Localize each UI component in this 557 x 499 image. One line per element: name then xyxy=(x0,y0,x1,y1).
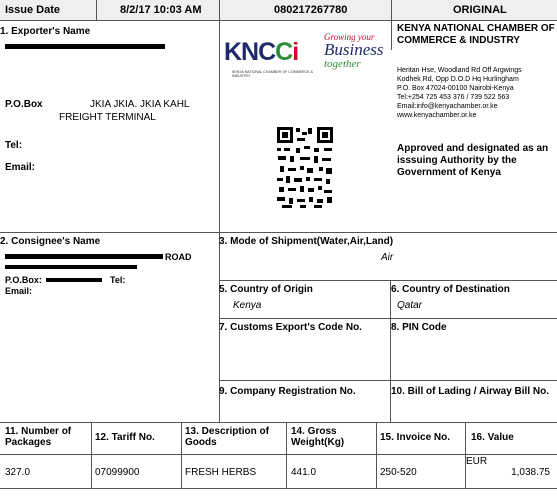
chamber-website: www.kenyachamber.or.ke xyxy=(397,112,477,119)
exporter-pobox-line2: FREIGHT TERMINAL xyxy=(59,112,156,123)
consignee-name-redacted xyxy=(5,254,163,259)
chamber-address-1: Heritan Hse, Woodland Rd Off Argwings xyxy=(397,67,522,74)
exporter-label: 1. Exporter's Name xyxy=(0,26,91,37)
approved-line1: Approved and designated as an xyxy=(397,143,549,154)
cell-weight: 441.0 xyxy=(291,467,317,478)
chamber-address-2: Kodhek Rd, Opp D.O.D Hq Hurlingham xyxy=(397,76,519,83)
chamber-name-line1: KENYA NATIONAL CHAMBER OF xyxy=(397,23,555,34)
cell-tariff: 07099900 xyxy=(95,467,140,478)
cell-value: 1,038.75 xyxy=(511,467,550,478)
issue-date-label: Issue Date xyxy=(5,4,61,16)
certificate-number: 080217267780 xyxy=(274,4,348,16)
customs-code-label: 7. Customs Export's Code No. xyxy=(219,322,362,333)
consignee-pobox-redacted xyxy=(46,278,102,282)
header-description: 13. Description of Goods xyxy=(185,426,269,448)
header-tariff: 12. Tariff No. xyxy=(95,432,155,443)
approved-line2: isssuing Authority by the xyxy=(397,155,517,166)
header-value: 16. Value xyxy=(471,432,514,443)
destination-label: 6. Country of Destination xyxy=(391,284,510,295)
consignee-email-label: Email: xyxy=(5,286,33,296)
chamber-name-line2: COMMERCE & INDUSTRY xyxy=(397,35,520,46)
issue-date-value: 8/2/17 10:03 AM xyxy=(120,4,202,16)
exporter-pobox-line1: JKIA JKIA. JKIA KAHL xyxy=(90,99,190,110)
approved-line3: Government of Kenya xyxy=(397,167,501,178)
consignee-pobox-label: P.O.Box: xyxy=(5,275,42,285)
header-packages: 11. Number of Packages xyxy=(5,426,72,448)
exporter-pobox-label: P.O.Box xyxy=(5,99,43,110)
cell-invoice: 250-520 xyxy=(380,467,417,478)
cell-packages: 327.0 xyxy=(5,467,31,478)
chamber-slogan: Growing your Business together xyxy=(324,32,384,70)
cell-description: FRESH HERBS xyxy=(185,467,257,478)
pin-code-label: 8. PIN Code xyxy=(391,322,447,333)
qr-code xyxy=(274,124,336,210)
shipment-label: 3. Mode of Shipment(Water,Air,Land) xyxy=(219,236,394,247)
exporter-email-label: Email: xyxy=(5,162,36,173)
consignee-tel-label: Tel: xyxy=(110,275,126,285)
exporter-tel-label: Tel: xyxy=(5,140,23,151)
logo-subtitle: KENYA NATIONAL CHAMBER OF COMMERCE & INDUSTRY xyxy=(232,70,314,78)
origin-label: 5. Country of Origin xyxy=(219,284,313,295)
company-registration-label: 9. Company Registration No. xyxy=(219,386,356,397)
bill-of-lading-label: 10. Bill of Lading / Airway Bill No. xyxy=(391,386,549,397)
destination-value: Qatar xyxy=(397,300,423,311)
header-invoice: 15. Invoice No. xyxy=(380,432,451,443)
chamber-logo: KNCCi KENYA NATIONAL CHAMBER OF COMMERCE & INDUSTRY xyxy=(224,38,324,78)
shipment-value: Air xyxy=(381,252,394,263)
consignee-road: ROAD xyxy=(165,252,192,262)
origin-value: Kenya xyxy=(233,300,262,311)
chamber-address-4: Tel:+254 725 453 376 / 739 522 563 xyxy=(397,94,510,101)
consignee-address-redacted xyxy=(5,265,137,269)
header-weight: 14. Gross Weight(Kg) xyxy=(291,426,345,448)
consignee-label: 2. Consignee's Name xyxy=(0,236,101,247)
chamber-email: Email:info@kenyachamber.or.ke xyxy=(397,103,498,110)
copy-type: ORIGINAL xyxy=(453,4,507,16)
cell-currency: EUR xyxy=(466,456,488,467)
exporter-name-redacted xyxy=(5,44,165,49)
chamber-address-3: P.O. Box 47024-00100 Nairobi-Kenya xyxy=(397,85,514,92)
